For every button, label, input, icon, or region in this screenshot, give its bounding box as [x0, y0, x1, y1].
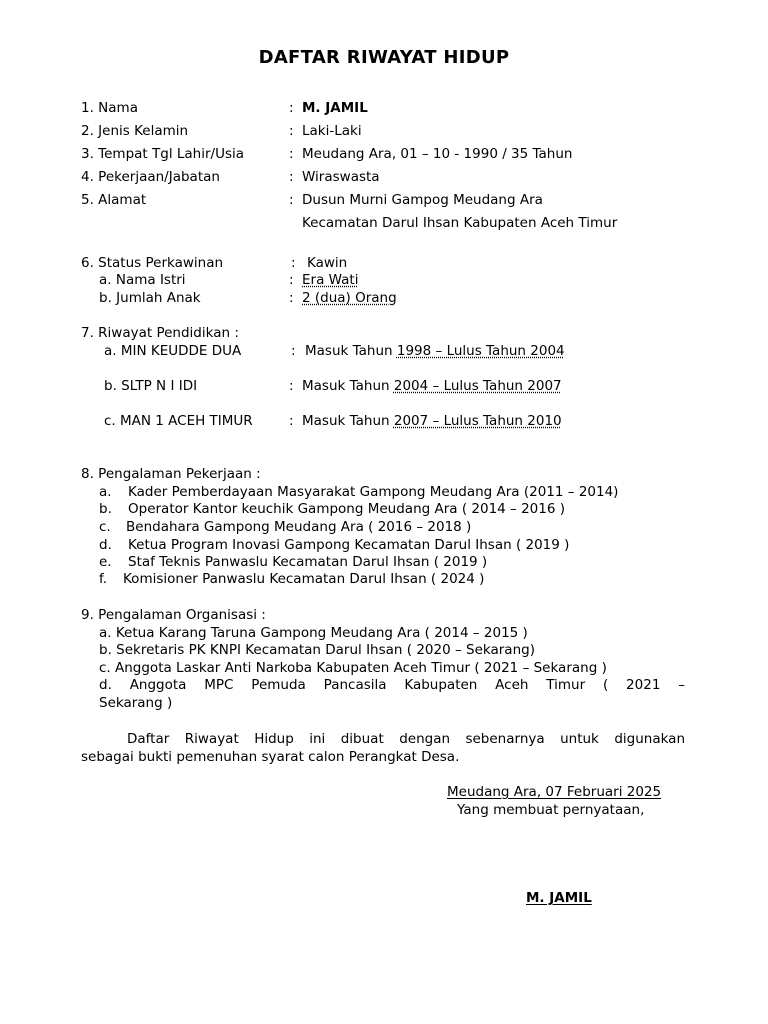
- education-prefix: Masuk Tahun: [305, 343, 397, 359]
- work-item-letter: d.: [99, 537, 112, 553]
- education-years: 2007 – Lulus Tahun 2010: [393, 413, 562, 429]
- colon: :: [289, 169, 294, 185]
- work-item-letter: b.: [99, 501, 112, 517]
- value-pekerjaan: Wiraswasta: [302, 169, 380, 185]
- education-years: 2004 – Lulus Tahun 2007: [393, 378, 562, 394]
- label-nama: 1. Nama: [81, 100, 138, 116]
- education-prefix: Masuk Tahun: [302, 413, 394, 429]
- value-nama: M. JAMIL: [302, 100, 368, 116]
- work-item-letter: a.: [99, 484, 112, 500]
- organization-item: a. Ketua Karang Taruna Gampong Meudang Ara ( 2014 – 2015 ): [99, 625, 528, 641]
- education-item-value: [302, 378, 562, 395]
- colon: :: [289, 123, 294, 139]
- organization-heading: 9. Pengalaman Organisasi :: [81, 607, 266, 623]
- education-item-label: a. MIN KEUDDE DUA: [104, 343, 242, 359]
- closing-line2: sebagai bukti pemenuhan syarat calon Perangkat Desa.: [81, 749, 460, 765]
- label-alamat: 5. Alamat: [81, 192, 147, 208]
- education-item-label: c. MAN 1 ACEH TIMUR: [104, 413, 253, 429]
- label-jenis-kelamin: 2. Jenis Kelamin: [81, 123, 189, 139]
- label-pekerjaan: 4. Pekerjaan/Jabatan: [81, 169, 220, 185]
- colon: :: [289, 192, 294, 208]
- work-item: Kader Pemberdayaan Masyarakat Gampong Meudang Ara (2011 – 2014): [128, 484, 619, 500]
- value-jenis-kelamin: Laki-Laki: [302, 123, 362, 139]
- organization-item-d-line2: Sekarang ): [99, 695, 173, 711]
- work-item: Komisioner Panwaslu Kecamatan Darul Ihsan ( 2024 ): [123, 571, 485, 587]
- place-date: Meudang Ara, 07 Februari 2025: [447, 784, 662, 800]
- closing-line1: Daftar Riwayat Hidup ini dibuat dengan sebenarnya untuk digunakan: [127, 731, 685, 747]
- statement-label: Yang membuat pernyataan,: [457, 802, 645, 818]
- education-item-value: [302, 413, 562, 430]
- work-item-letter: e.: [99, 554, 112, 570]
- education-prefix: Masuk Tahun: [302, 378, 394, 394]
- value-status-perkawinan: Kawin: [307, 255, 348, 271]
- signer-name: M. JAMIL: [526, 890, 592, 906]
- value-jumlah-anak: 2 (dua) Orang: [302, 290, 397, 306]
- document-title: DAFTAR RIWAYAT HIDUP: [258, 47, 510, 68]
- value-nama-istri: Era Wati: [302, 272, 359, 288]
- colon: :: [289, 290, 294, 306]
- colon: :: [291, 255, 296, 271]
- work-item: Operator Kantor keuchik Gampong Meudang Ara ( 2014 – 2016 ): [128, 501, 566, 517]
- work-item: Bendahara Gampong Meudang Ara ( 2016 – 2018 ): [126, 519, 472, 535]
- organization-item-d-line1: d. Anggota MPC Pemuda Pancasila Kabupaten Aceh Timur ( 2021 –: [99, 677, 685, 693]
- label-nama-istri: a. Nama Istri: [99, 272, 186, 288]
- work-heading: 8. Pengalaman Pekerjaan :: [81, 466, 261, 482]
- value-alamat-line1: Dusun Murni Gampog Meudang Ara: [302, 192, 543, 208]
- value-ttl: Meudang Ara, 01 – 10 - 1990 / 35 Tahun: [302, 146, 573, 162]
- education-item-value: [305, 343, 565, 360]
- label-ttl: 3. Tempat Tgl Lahir/Usia: [81, 146, 245, 162]
- education-years: 1998 – Lulus Tahun 2004: [396, 343, 565, 359]
- education-heading: 7. Riwayat Pendidikan :: [81, 325, 239, 341]
- value-alamat-line2: Kecamatan Darul Ihsan Kabupaten Aceh Timur: [302, 215, 618, 231]
- organization-item: b. Sekretaris PK KNPI Kecamatan Darul Ihsan ( 2020 – Sekarang): [99, 642, 535, 658]
- label-status-perkawinan: 6. Status Perkawinan: [81, 255, 224, 271]
- work-item: Ketua Program Inovasi Gampong Kecamatan Darul Ihsan ( 2019 ): [128, 537, 570, 553]
- organization-item: c. Anggota Laskar Anti Narkoba Kabupaten Aceh Timur ( 2021 – Sekarang ): [99, 660, 607, 676]
- colon: :: [289, 413, 294, 429]
- colon: :: [291, 343, 296, 359]
- work-item: Staf Teknis Panwaslu Kecamatan Darul Ihsan ( 2019 ): [128, 554, 488, 570]
- colon: :: [289, 146, 294, 162]
- colon: :: [289, 378, 294, 394]
- label-jumlah-anak: b. Jumlah Anak: [99, 290, 201, 306]
- colon: :: [289, 272, 294, 288]
- work-item-letter: c.: [99, 519, 111, 535]
- education-item-label: b. SLTP N I IDI: [104, 378, 198, 394]
- colon: :: [289, 100, 294, 116]
- work-item-letter: f.: [99, 571, 108, 587]
